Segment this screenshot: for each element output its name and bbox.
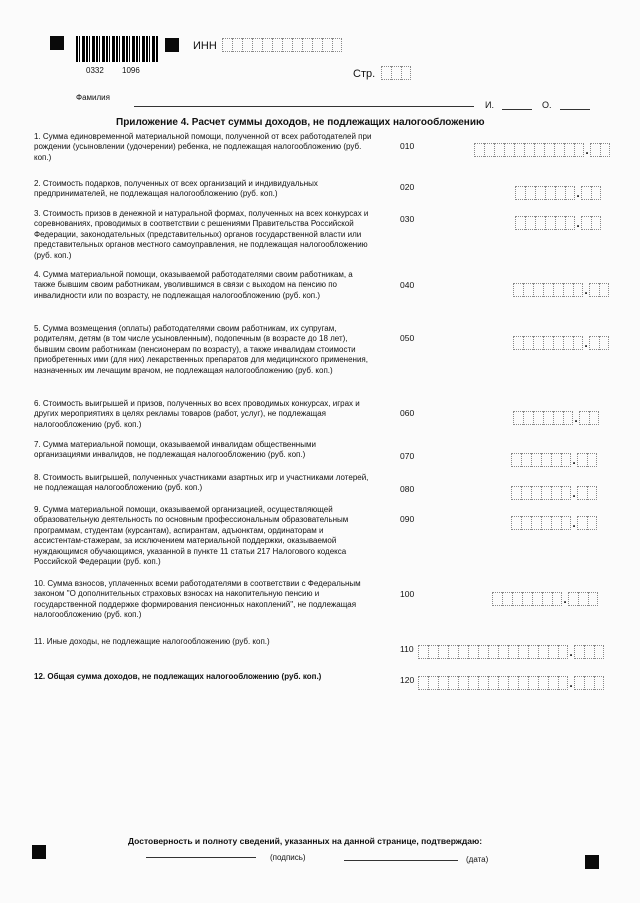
amount-field-020[interactable]: .	[515, 186, 601, 200]
row-120-code: 120	[400, 675, 415, 685]
amount-field-010[interactable]: .	[474, 143, 610, 157]
row-080-code: 080	[400, 484, 415, 494]
row-040-text: 4. Сумма материальной помощи, оказываемой работодателями своим работникам, а также бывшим своим работникам, уволившимся в связи с выходом на пенсию по инвалидности или по возрасту, не подлежащая налогообложению (руб. коп.)	[34, 270, 353, 300]
barcode-number-left: 0332	[86, 66, 104, 75]
amount-field-050[interactable]: .	[513, 336, 609, 350]
amount-field-120[interactable]: .	[418, 676, 604, 690]
corner-marker-bottom-left	[32, 845, 46, 859]
patronymic-initial-line[interactable]	[560, 109, 590, 110]
row-110-text: 11. Иные доходы, не подлежащие налогообложению (руб. коп.)	[34, 637, 270, 646]
surname-label: Фамилия	[76, 93, 110, 102]
row-090-text: 9. Сумма материальной помощи, оказываемой организацией, осуществляющей образовательную деятельность по основным профессиональным образовательным программам, студентам (курсантам), аспирантам, адъюнктам, ординаторам и ассистентам-стажерам, за исключением материальной поддержки, оказываемой нуждающимся обучающимся, указанной в пункте 11 статьи 217 Налогового кодекса Российской Федерации (руб. коп.)	[34, 505, 349, 567]
barcode-number-right: 1096	[122, 66, 140, 75]
amount-field-090[interactable]: .	[511, 516, 597, 530]
amount-field-110[interactable]: .	[418, 645, 604, 659]
page-label: Стр.	[353, 68, 376, 80]
amount-field-070[interactable]: .	[511, 453, 597, 467]
row-030-code: 030	[400, 214, 415, 224]
patronymic-initial-label: О.	[542, 100, 552, 110]
name-initial-label: И.	[485, 100, 494, 110]
row-070-code: 070	[400, 451, 415, 461]
corner-marker-top-left	[50, 36, 64, 50]
row-020-text: 2. Стоимость подарков, полученных от всех организаций и индивидуальных предпринимателей, не подлежащая налогообложению (руб. коп.)	[34, 179, 318, 199]
row-050-text: 5. Сумма возмещения (оплаты) работодателями своим работникам, их супругам, родителям, детям (в том числе усыновленным), подопечным (в возрасте до 18 лет), бывшим своим работникам (пенсионерам по возрасту), а также инвалидам стоимости приобретенных ими (для них) лекарственных препаратов для медицинского применения, назначенных им лечащим врачом, не подлежащая налогообложению (руб. коп.)	[34, 324, 368, 375]
name-initial-line[interactable]	[502, 109, 532, 110]
amount-field-080[interactable]: .	[511, 486, 597, 500]
row-110-code: 110	[400, 644, 414, 654]
row-040-code: 040	[400, 280, 415, 290]
inn-field[interactable]	[222, 38, 342, 52]
row-010-code: 010	[400, 141, 415, 151]
row-100-code: 100	[400, 589, 415, 599]
row-060-text: 6. Стоимость выигрышей и призов, полученных во всех проводимых конкурсах, играх и других мероприятиях в целях рекламы товаров (работ, услуг), не подлежащая налогообложению (руб. коп.)	[34, 399, 360, 429]
amount-field-040[interactable]: .	[513, 283, 609, 297]
confirmation-text: Достоверность и полноту сведений, указанных на данной странице, подтверждаю:	[128, 836, 483, 846]
corner-marker-top-mid	[165, 38, 179, 52]
date-label: (дата)	[466, 855, 489, 864]
signature-line[interactable]	[146, 857, 256, 858]
row-090-code: 090	[400, 514, 415, 524]
row-100-text: 10. Сумма взносов, уплаченных всеми работодателями в соответствии с Федеральным законом "О дополнительных страховых взносах на накопительную пенсию и государственной поддержке формирования пенсионных накоплений", не подлежащая налогообложению (руб. коп.)	[34, 579, 361, 620]
row-060-code: 060	[400, 408, 415, 418]
row-120-text: 12. Общая сумма доходов, не подлежащих налогообложению (руб. коп.)	[34, 672, 322, 681]
row-070-text: 7. Сумма материальной помощи, оказываемой инвалидам общественными организациями инвалидов, не подлежащая налогообложению (руб. коп.)	[34, 440, 316, 460]
date-line[interactable]	[344, 860, 458, 861]
row-030-text: 3. Стоимость призов в денежной и натуральной формах, полученных на всех конкурсах и соревнованиях, проводимых в соответствии с решениями Правительства Российской Федерации, законодательных (представительных) органов государственной власти или представительных органов местного самоуправления, не подлежащая налогообложению (руб. коп.)	[34, 209, 369, 260]
row-080-text: 8. Стоимость выигрышей, полученных участниками азартных игр и участниками лотерей, не подлежащая налогообложению (руб. коп.)	[34, 473, 369, 493]
inn-label: ИНН	[193, 40, 217, 52]
page-number-field[interactable]	[381, 66, 411, 80]
row-020-code: 020	[400, 182, 415, 192]
amount-field-030[interactable]: .	[515, 216, 601, 230]
amount-field-100[interactable]: .	[492, 592, 598, 606]
row-050-code: 050	[400, 333, 415, 343]
row-010-text: 1. Сумма единовременной материальной помощи, полученной от всех работодателей при рождении (усыновлении (удочерении) ребенка, не подлежащая налогообложению (руб. коп.)	[34, 132, 372, 162]
page-title: Приложение 4. Расчет суммы доходов, не подлежащих налогообложению	[116, 117, 485, 128]
surname-line[interactable]	[134, 106, 474, 107]
barcode-image	[76, 36, 158, 62]
corner-marker-bottom-right	[585, 855, 599, 869]
amount-field-060[interactable]: .	[513, 411, 599, 425]
signature-label: (подпись)	[270, 853, 306, 862]
